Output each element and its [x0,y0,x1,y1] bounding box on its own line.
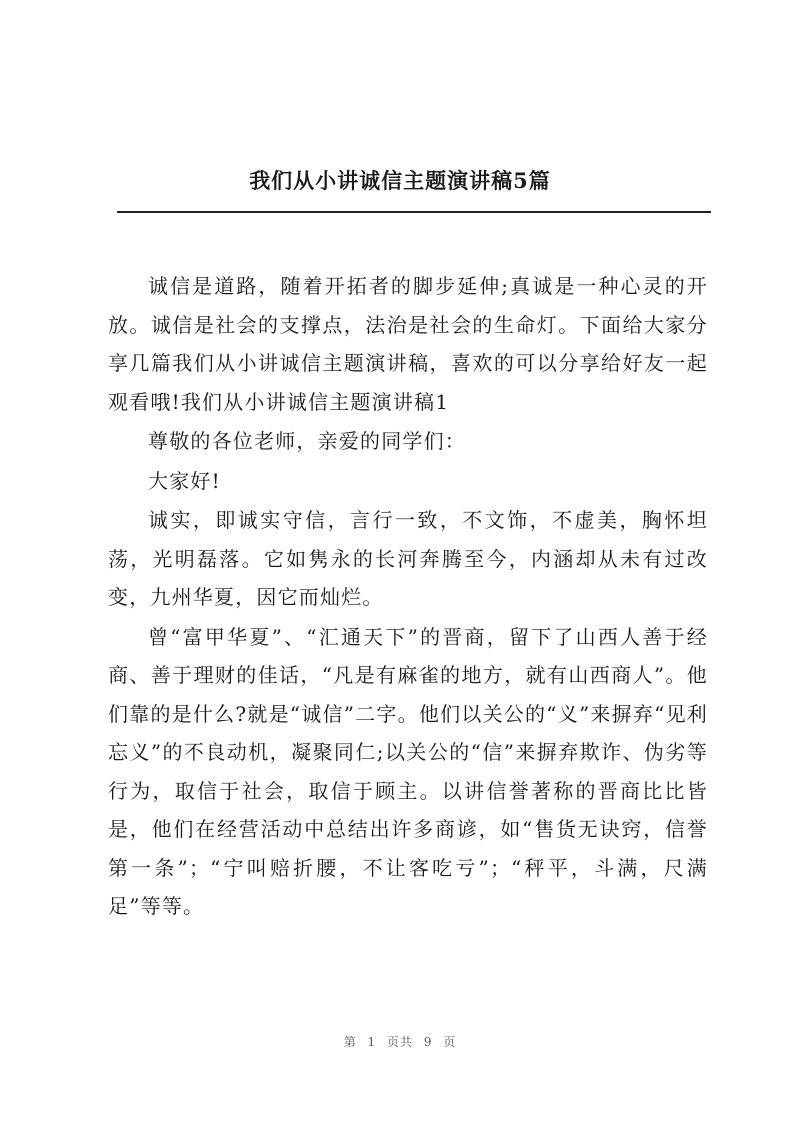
paragraph-honesty: 诚实，即诚实守信，言行一致，不文饰，不虚美，胸怀坦荡，光明磊落。它如隽永的长河奔腾至今，内涵却从未有过改变，九州华夏，因它而灿烂。 [108,508,708,609]
document-body [108,267,708,926]
title-divider [117,211,711,213]
page-number-footer: 第 1 页共 9 页 [343,1035,457,1049]
page-title: 我们从小讲诚信主题演讲稿5篇 [249,168,551,193]
paragraph-greeting: 大家好! [148,468,221,493]
paragraph-salutation: 尊敬的各位老师，亲爱的同学们： [148,429,466,453]
paragraph-jin-merchants: 曾“富甲华夏”、“汇通天下”的晋商，留下了山西人善于经商、善于理财的佳话，“凡是有麻雀的地方，就有山西商人”。他们靠的是什么?就是“诚信”二字。他们以关公的“义”来摒弃“见利忘义”的不良动机，凝聚同仁;以关公的“信”来摒弃欺诈、伪劣等行为，取信于社会，取信于顾主。以讲信誉著称的晋商比比皆是，他们在经营活动中总结出许多商谚，如“售货无诀窍，信誉第一条”；“宁叫赔折腰，不让客吃亏”；“秤平，斗满，尺满足”等等。 [108,624,708,918]
paragraph-intro: 诚信是道路，随着开拓者的脚步延伸;真诚是一种心灵的开放。诚信是社会的支撑点，法治是社会的生命灯。下面给大家分享几篇我们从小讲诚信主题演讲稿，喜欢的可以分享给好友一起观看哦!我们从小讲诚信主题演讲稿1 [108,274,708,414]
